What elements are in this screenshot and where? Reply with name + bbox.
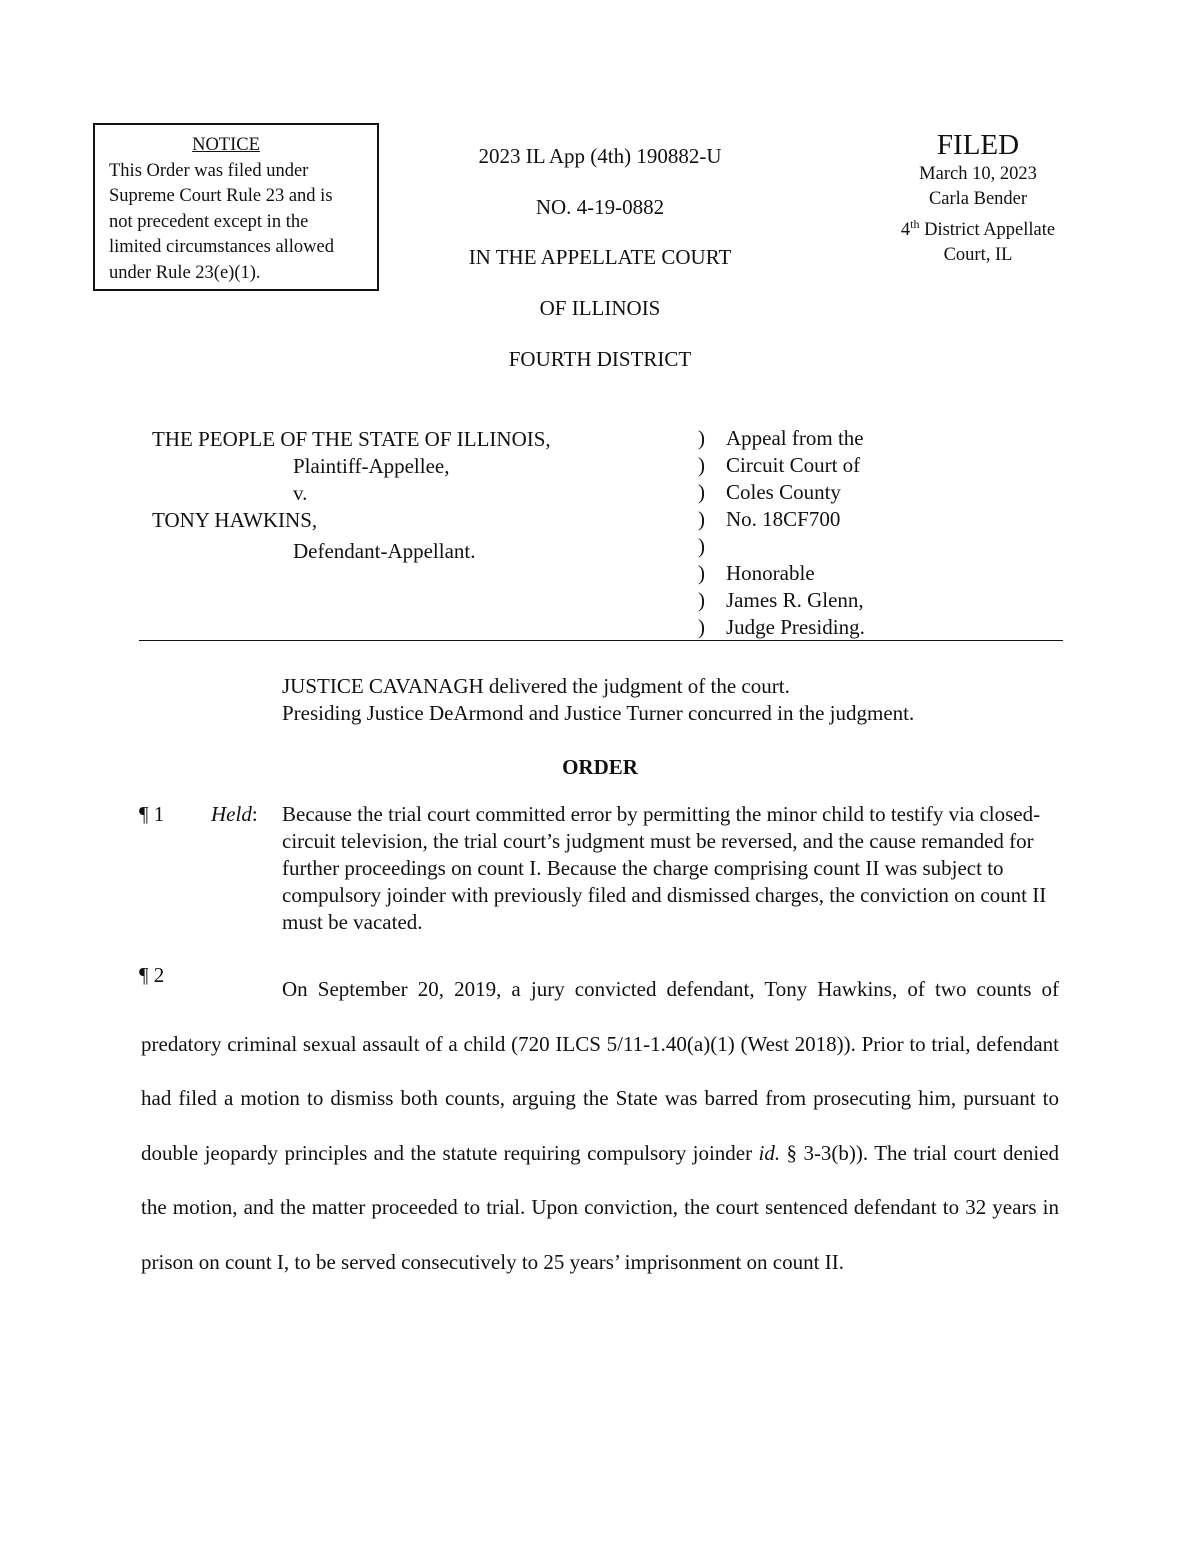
caption-paren: )	[698, 561, 705, 585]
appeal-row	[698, 479, 865, 506]
notice-line: limited circumstances allowed	[109, 237, 335, 257]
justices-statement	[282, 673, 914, 727]
notice-line: Supreme Court Rule 23 and is	[109, 186, 333, 206]
paragraph-mark-2: ¶ 2	[139, 963, 165, 987]
held-label	[211, 801, 258, 827]
held-text: Because the trial court committed error by permitting the minor child to testify via closed-circuit television, the trial court’s judgment must be reversed, and the cause remanded for further proceedings on count I. Because the charge comprising count II was subject to compulsory joinder with previously filed and dismissed charges, the conviction on count II must be vacated.	[282, 802, 1047, 934]
defendant-name: TONY HAWKINS,	[152, 508, 318, 532]
order-title: ORDER	[562, 755, 638, 779]
caption-paren: )	[698, 426, 705, 450]
filed-date: March 10, 2023	[919, 164, 1037, 184]
district-name: FOURTH DISTRICT	[508, 347, 692, 371]
appeal-line: Honorable	[726, 561, 815, 585]
notice-line: under Rule 23(e)(1).	[109, 262, 261, 283]
appeal-row	[698, 560, 865, 587]
paragraph-2-part2: § 3-3(b)). The trial court denied the motion, and the matter proceeded to trial. Upon conviction, the court sentenced defendant to 32 years in prison on count I, to be served consecutively to 25 years’ imprisonment on count II.	[141, 1140, 1060, 1274]
notice-line: not precedent except in the	[109, 211, 309, 232]
appeal-line: Coles County	[726, 480, 841, 504]
versus: v.	[293, 481, 308, 505]
appeal-line: Judge Presiding.	[726, 615, 865, 639]
appeal-row	[698, 587, 865, 614]
court-name-line2: OF ILLINOIS	[539, 296, 661, 320]
notice-title: NOTICE	[192, 135, 260, 155]
filed-district-ordinal: 4	[900, 220, 911, 241]
filed-clerk: Carla Bender	[928, 189, 1028, 209]
appeal-info	[698, 425, 865, 641]
appeal-row	[698, 614, 865, 641]
justices-line2: Presiding Justice DeArmond and Justice Turner concurred in the judgment.	[282, 701, 915, 725]
plaintiff-name: THE PEOPLE OF THE STATE OF ILLINOIS,	[152, 427, 551, 451]
caption-paren: )	[698, 480, 705, 504]
caption-paren: )	[698, 588, 705, 612]
justices-line1: JUSTICE CAVANAGH delivered the judgment of the court.	[282, 674, 790, 698]
filed-district-suffix: th	[910, 217, 920, 231]
caption-divider	[139, 640, 1063, 641]
appeal-row	[698, 425, 865, 452]
filed-district	[878, 212, 1078, 243]
paragraph-2-italic: id.	[758, 1140, 781, 1165]
plaintiff-role: Plaintiff-Appellee,	[293, 454, 450, 478]
appeal-line: Circuit Court of	[726, 453, 861, 477]
caption-paren: )	[698, 453, 705, 477]
notice-line: This Order was filed under	[109, 160, 309, 181]
appeal-row	[698, 452, 865, 479]
caption-paren: )	[698, 615, 705, 639]
notice-box	[93, 123, 379, 291]
caption-paren: )	[698, 507, 705, 531]
filed-label: FILED	[936, 129, 1020, 161]
court-name-line1: IN THE APPELLATE COURT	[468, 245, 732, 269]
filed-district-rest: District Appellate	[919, 220, 1056, 241]
citation: 2023 IL App (4th) 190882-U	[478, 144, 722, 168]
held-colon: :	[251, 802, 258, 826]
paragraph-2	[141, 962, 1059, 1289]
held-label-text: Held	[211, 802, 252, 826]
appeal-line: James R. Glenn,	[726, 588, 864, 612]
filed-court: Court, IL	[943, 245, 1013, 266]
caption-paren: )	[698, 534, 705, 558]
filed-stamp	[878, 128, 1078, 268]
appeal-line: No. 18CF700	[726, 507, 841, 531]
appeal-row	[698, 533, 865, 560]
appeal-line: Appeal from the	[726, 426, 864, 450]
paragraph-2-part1: On September 20, 2019, a jury convicted defendant, Tony Hawkins, of two counts of predatory criminal sexual assault of a child (720 ILCS 5/11-1.40(a)(1) (West 2018)). Prior to trial, defendant had filed a motion to dismiss both counts, arguing the State was barred from prosecuting him, pursuant to double jeopardy principles and the statute requiring compulsory joinder	[141, 977, 1059, 1165]
appeal-row	[698, 506, 865, 533]
defendant-role: Defendant-Appellant.	[293, 539, 476, 563]
paragraph-mark-1: ¶ 1	[139, 802, 165, 826]
docket-number: NO. 4-19-0882	[535, 195, 665, 219]
